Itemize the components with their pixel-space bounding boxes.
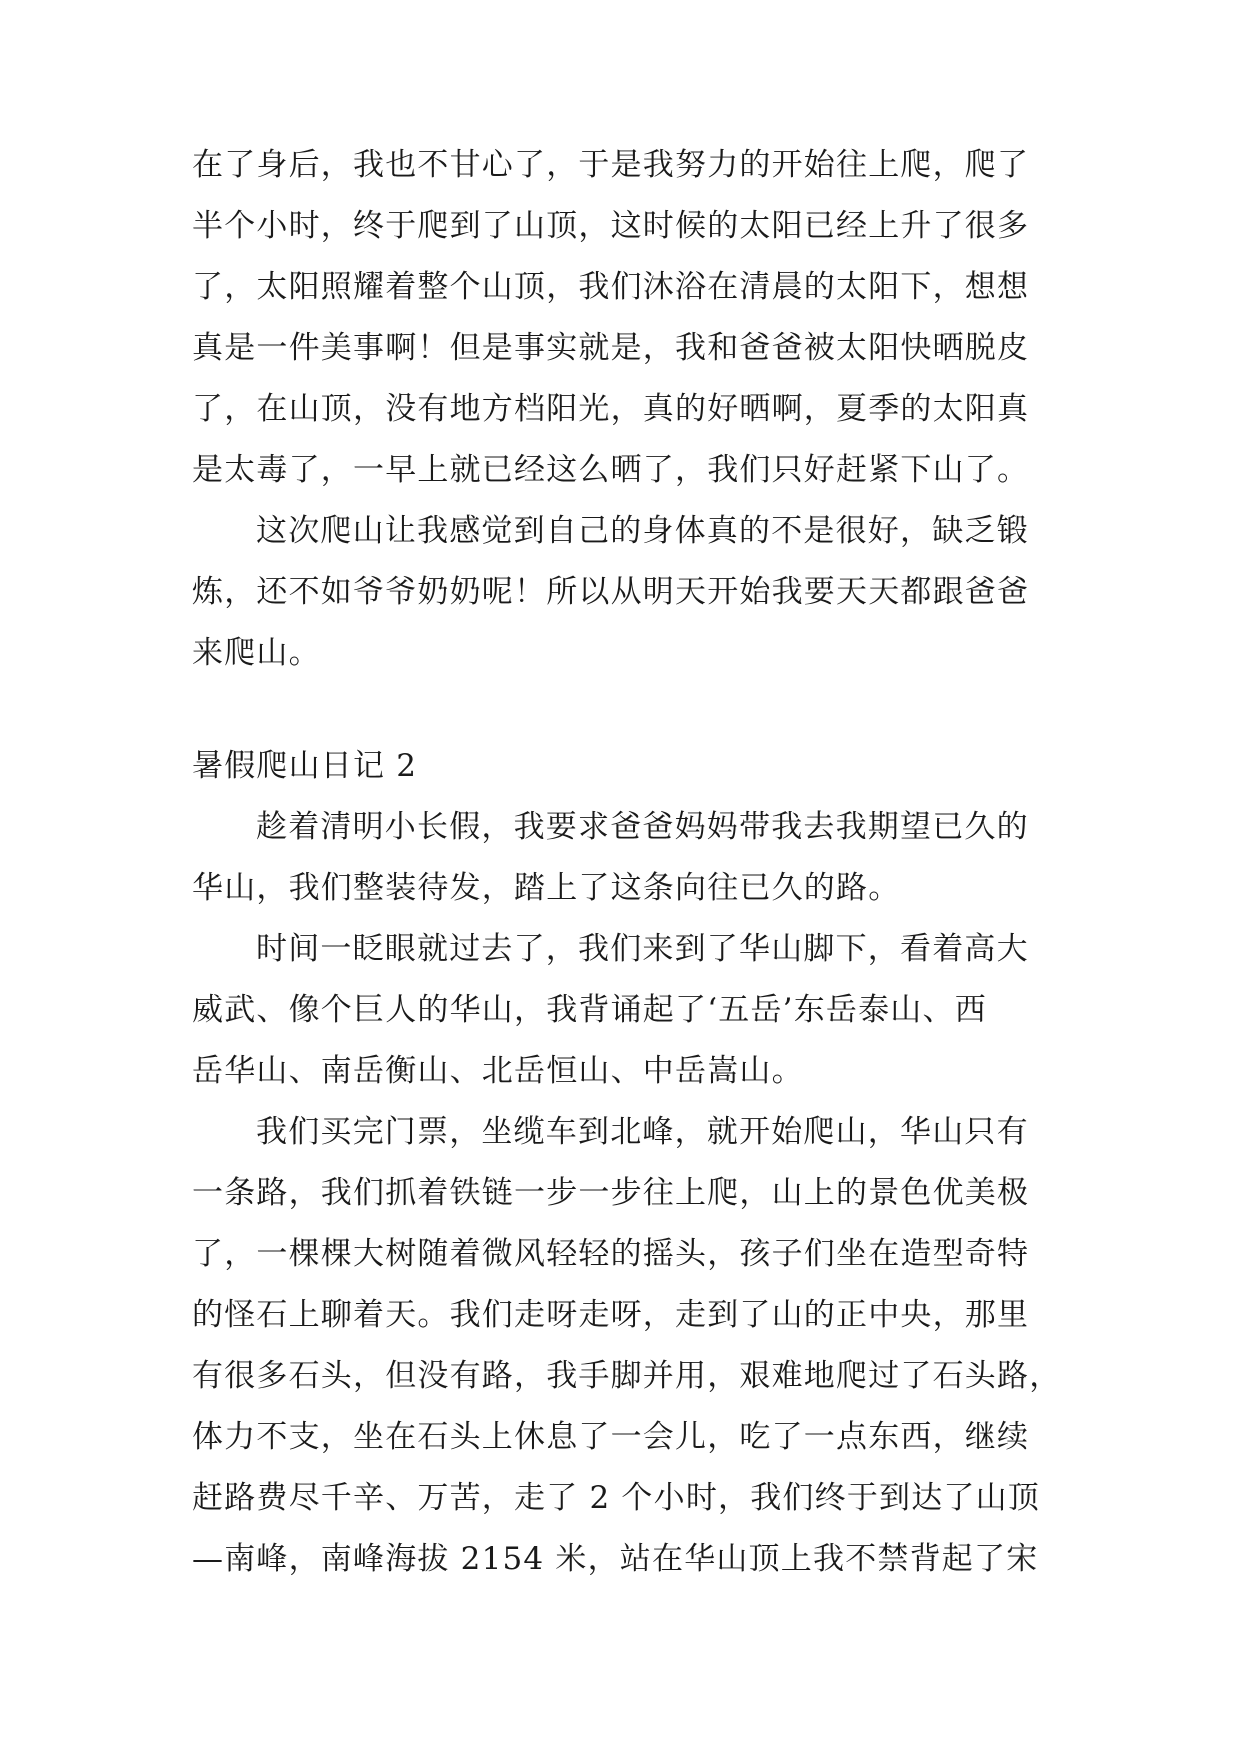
diary1-continuation	[192, 135, 1052, 684]
paragraph-line: 时间一眨眼就过去了，我们来到了华山脚下，看着高大	[256, 931, 1029, 967]
paragraph-line: 的怪石上聊着天。我们走呀走呀，走到了山的正中央，那里	[192, 1297, 1030, 1333]
paragraph-line: 半个小时，终于爬到了山顶，这时候的太阳已经上升了很多	[192, 208, 1030, 244]
paragraph-line: 一条路，我们抓着铁链一步一步往上爬，山上的景色优美极	[192, 1175, 1030, 1211]
paragraph-line: 了，太阳照耀着整个山顶，我们沐浴在清晨的太阳下，想想	[192, 269, 1030, 305]
paragraph-line: 炼，还不如爷爷奶奶呢！所以从明天开始我要天天都跟爸爸	[192, 574, 1030, 610]
paragraph-line: 趁着清明小长假，我要求爸爸妈妈带我去我期望已久的	[256, 809, 1029, 845]
paragraph-line: 这次爬山让我感觉到自己的身体真的不是很好，缺乏锻	[256, 513, 1029, 549]
paragraph-line: 是太毒了，一早上就已经这么晒了，我们只好赶紧下山了。	[192, 452, 1030, 488]
paragraph-line: 华山，我们整装待发，踏上了这条向往已久的路。	[192, 870, 901, 906]
paragraph-line: 体力不支，坐在石头上休息了一会儿，吃了一点东西，继续	[192, 1419, 1030, 1455]
paragraph-line: 真是一件美事啊！但是事实就是，我和爸爸被太阳快晒脱皮	[192, 330, 1030, 366]
paragraph-line: 赶路费尽千辛、万苦，走了 2 个小时，我们终于到达了山顶	[192, 1480, 1041, 1516]
paragraph-line: 威武、像个巨人的华山，我背诵起了‘五岳’东岳泰山、西	[192, 992, 987, 1028]
paragraph-line: 我们买完门票，坐缆车到北峰，就开始爬山，华山只有	[256, 1114, 1029, 1150]
diary2	[192, 736, 1062, 1590]
paragraph-line: 了，在山顶，没有地方档阳光，真的好晒啊，夏季的太阳真	[192, 391, 1030, 427]
paragraph-line: 岳华山、南岳衡山、北岳恒山、中岳嵩山。	[192, 1053, 804, 1089]
diary-title: 暑假爬山日记 2	[192, 748, 418, 784]
paragraph-line: 来爬山。	[192, 635, 321, 671]
paragraph-line: —南峰，南峰海拔 2154 米，站在华山顶上我不禁背起了宋	[192, 1541, 1039, 1577]
paragraph-line: 有很多石头，但没有路，我手脚并用，艰难地爬过了石头路，	[192, 1358, 1062, 1394]
paragraph-line: 了，一棵棵大树随着微风轻轻的摇头，孩子们坐在造型奇特	[192, 1236, 1030, 1272]
paragraph-line: 在了身后，我也不甘心了，于是我努力的开始往上爬，爬了	[192, 147, 1030, 183]
